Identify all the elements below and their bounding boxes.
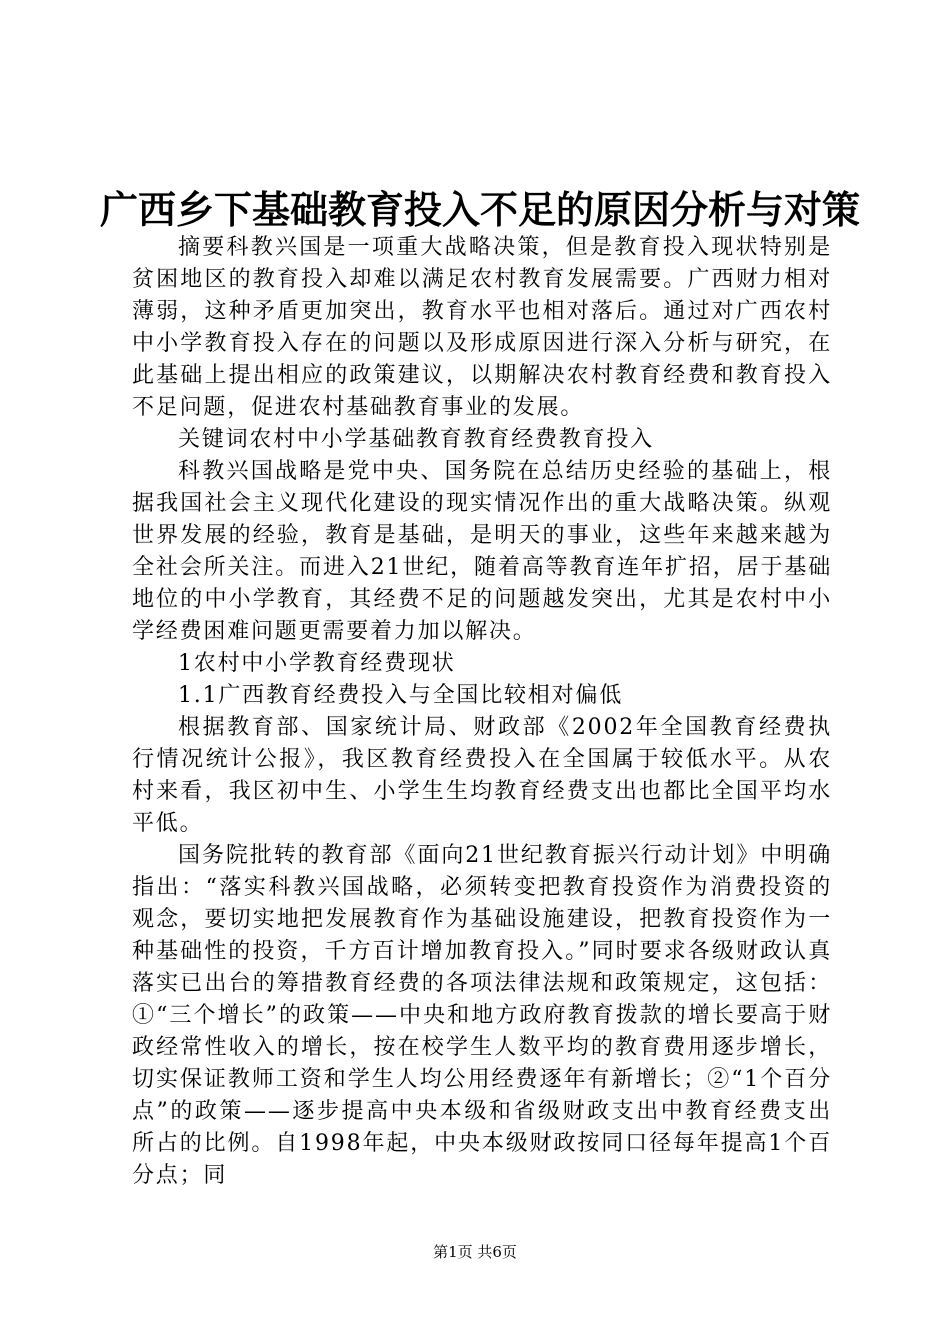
keywords-paragraph: 关键词农村中小学基础教育教育经费教育投入: [178, 427, 655, 452]
body-paragraph: 根据教育部、国家统计局、财政部《2002年全国教育经费执行情况统计公报》，我区教育经费投入在全国属于较低水平。从农村来看，我区初中生、小学生生均教育经费支出也都比全国平均水平低。: [132, 715, 832, 836]
intro-paragraph: 科教兴国战略是党中央、国务院在总结历史经验的基础上，根据我国社会主义现代化建设的现实情况作出的重大战略决策。纵观世界发展的经验，教育是基础，是明天的事业，这些年来越来越为全社会所关注。而进入21世纪，随着高等教育连年扩招，居于基础地位的中小学教育，其经费不足的问题越发突出，尤其是农村中小学经费困难问题更需要着力加以解决。: [132, 459, 832, 644]
section-heading-1: 1农村中小学教育经费现状: [178, 651, 456, 676]
subsection-heading-1-1: 1.1广西教育经费投入与全国比较相对偏低: [178, 683, 623, 708]
abstract-paragraph: 摘要科教兴国是一项重大战略决策，但是教育投入现状特别是贫困地区的教育投入却难以满足农村教育发展需要。广西财力相对薄弱，这种矛盾更加突出，教育水平也相对落后。通过对广西农村中小学教育投入存在的问题以及形成原因进行深入分析与研究，在此基础上提出相应的政策建议，以期解决农村教育经费和教育投入不足问题，促进农村基础教育事业的发展。: [132, 235, 832, 420]
body-paragraph: 国务院批转的教育部《面向21世纪教育振兴行动计划》中明确指出：“落实科教兴国战略，必须转变把教育投资作为消费投资的观念，要切实地把发展教育作为基础设施建设，把教育投资作为一种基础性的投资，千方百计增加教育投入。”同时要求各级财政认真落实已出台的筹措教育经费的各项法律法规和政策规定，这包括：①“三个增长”的政策——中央和地方政府教育拨款的增长要高于财政经常性收入的增长，按在校学生人数平均的教育费用逐步增长，切实保证教师工资和学生人均公用经费逐年有新增长；②“1个百分点”的政策——逐步提高中央本级和省级财政支出中教育经费支出所占的比例。自1998年起，中央本级财政按同口径每年提高1个百分点；同: [132, 843, 832, 1188]
document-title: 广西乡下基础教育投入不足的原因分析与对策: [100, 187, 861, 232]
page-footer: 第1页 共6页: [433, 1243, 517, 1261]
document-body: [132, 232, 832, 1192]
